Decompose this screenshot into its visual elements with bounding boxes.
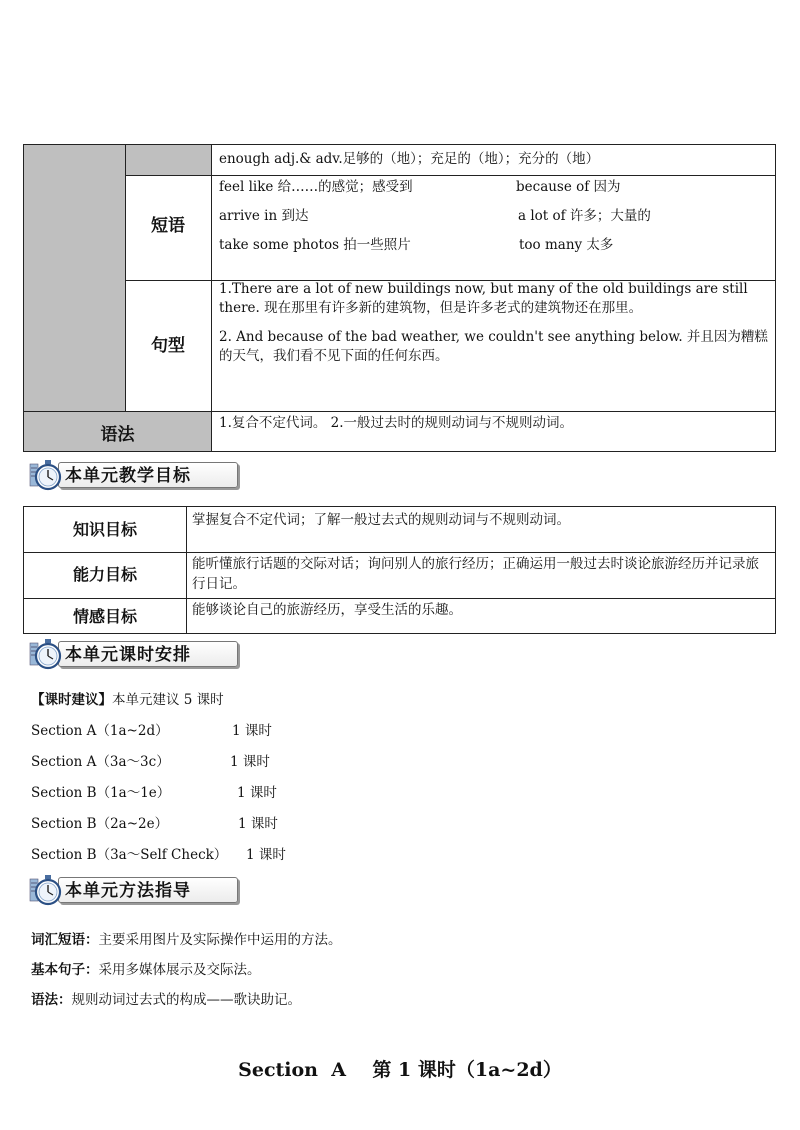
phrase-item: take some photos 拍一些照片: [219, 237, 411, 253]
schedule-row-section: Section B（2a~2e）: [31, 816, 169, 832]
knowledge-goal-text: 掌握复合不定代词；了解一般过去式的规则动词与不规则动词。: [192, 512, 570, 528]
schedule-header-label: 本单元课时安排: [58, 641, 238, 667]
schedule-row-hours: 1 课时: [232, 723, 272, 739]
enough-definition: enough adj.& adv.足够的（地）；充足的（地）；充分的（地）: [219, 151, 600, 167]
grammar-text: 1.复合不定代词。 2.一般过去时的规则动词与不规则动词。: [219, 415, 574, 431]
schedule-row-section: Section B（1a～1e）: [31, 785, 171, 801]
method-vocab-text: 主要采用图片及实际操作中运用的方法。: [98, 932, 342, 948]
schedule-row-section: Section A（3a～3c）: [31, 754, 170, 770]
method-sentence-label: 基本句子：: [31, 962, 99, 978]
stopwatch-icon: [28, 458, 64, 492]
method-sentence: [31, 958, 261, 978]
left-gray-column: [24, 145, 125, 411]
method-grammar: [31, 988, 301, 1008]
phrase-item: because of 因为: [516, 179, 621, 195]
methods-header-label: 本单元方法指导: [58, 877, 238, 903]
stopwatch-icon: [28, 637, 64, 671]
phrase-item: arrive in 到达: [219, 208, 309, 224]
ability-goal-label: 能力目标: [72, 565, 137, 584]
lesson-title: Section A 第 1 课时（1a~2d）: [238, 1059, 562, 1081]
schedule-suggestion: [31, 688, 224, 708]
sentence-item: 2. And because of the bad weather, we couldn't see anything below. 并且因为糟糕的天气，我们看不见下面的任何东西。: [219, 329, 768, 364]
ability-goal-text: 能听懂旅行话题的交际对话；询问别人的旅行经历；正确运用一般过去时谈论旅游经历并记录旅行日记。: [192, 556, 759, 592]
goals-header-label: 本单元教学目标: [58, 462, 238, 488]
phrase-item: too many 太多: [519, 237, 614, 253]
vocabulary-table: [23, 144, 776, 452]
schedule-row-section: Section A（1a~2d）: [31, 723, 169, 739]
method-sentence-text: 采用多媒体展示及交际法。: [98, 962, 261, 978]
sentences-label: 句型: [151, 336, 185, 356]
method-grammar-label: 语法：: [31, 992, 72, 1008]
phrase-item: feel like 给……的感觉；感受到: [219, 179, 413, 195]
schedule-row-hours: 1 课时: [237, 785, 277, 801]
schedule-row-section: Section B（3a～Self Check）: [31, 847, 228, 863]
method-vocab: [31, 928, 342, 948]
schedule-row-hours: 1 课时: [230, 754, 270, 770]
grammar-label: 语法: [100, 425, 135, 445]
suggestion-text: 本单元建议 5 课时: [112, 692, 224, 708]
knowledge-goal-label: 知识目标: [72, 520, 137, 539]
emotion-goal-label: 情感目标: [72, 607, 137, 626]
method-grammar-text: 规则动词过去式的构成——歌诀助记。: [71, 992, 301, 1008]
emotion-goal-text: 能够谈论自己的旅游经历，享受生活的乐趣。: [192, 602, 462, 618]
suggestion-label: 【课时建议】: [31, 692, 112, 708]
phrases-label: 短语: [151, 216, 185, 236]
method-vocab-label: 词汇短语：: [31, 932, 99, 948]
schedule-row-hours: 1 课时: [246, 847, 286, 863]
stopwatch-icon: [28, 873, 64, 907]
phrase-item: a lot of 许多；大量的: [518, 208, 651, 224]
schedule-row-hours: 1 课时: [238, 816, 278, 832]
top-gray-cell: [125, 145, 211, 175]
sentence-item: 1.There are a lot of new buildings now, but many of the old buildings are still there. 现在那里有许多新的建筑物，但是许多老式的建筑物还在那里。: [219, 281, 748, 316]
teaching-goals-table: [23, 506, 776, 634]
